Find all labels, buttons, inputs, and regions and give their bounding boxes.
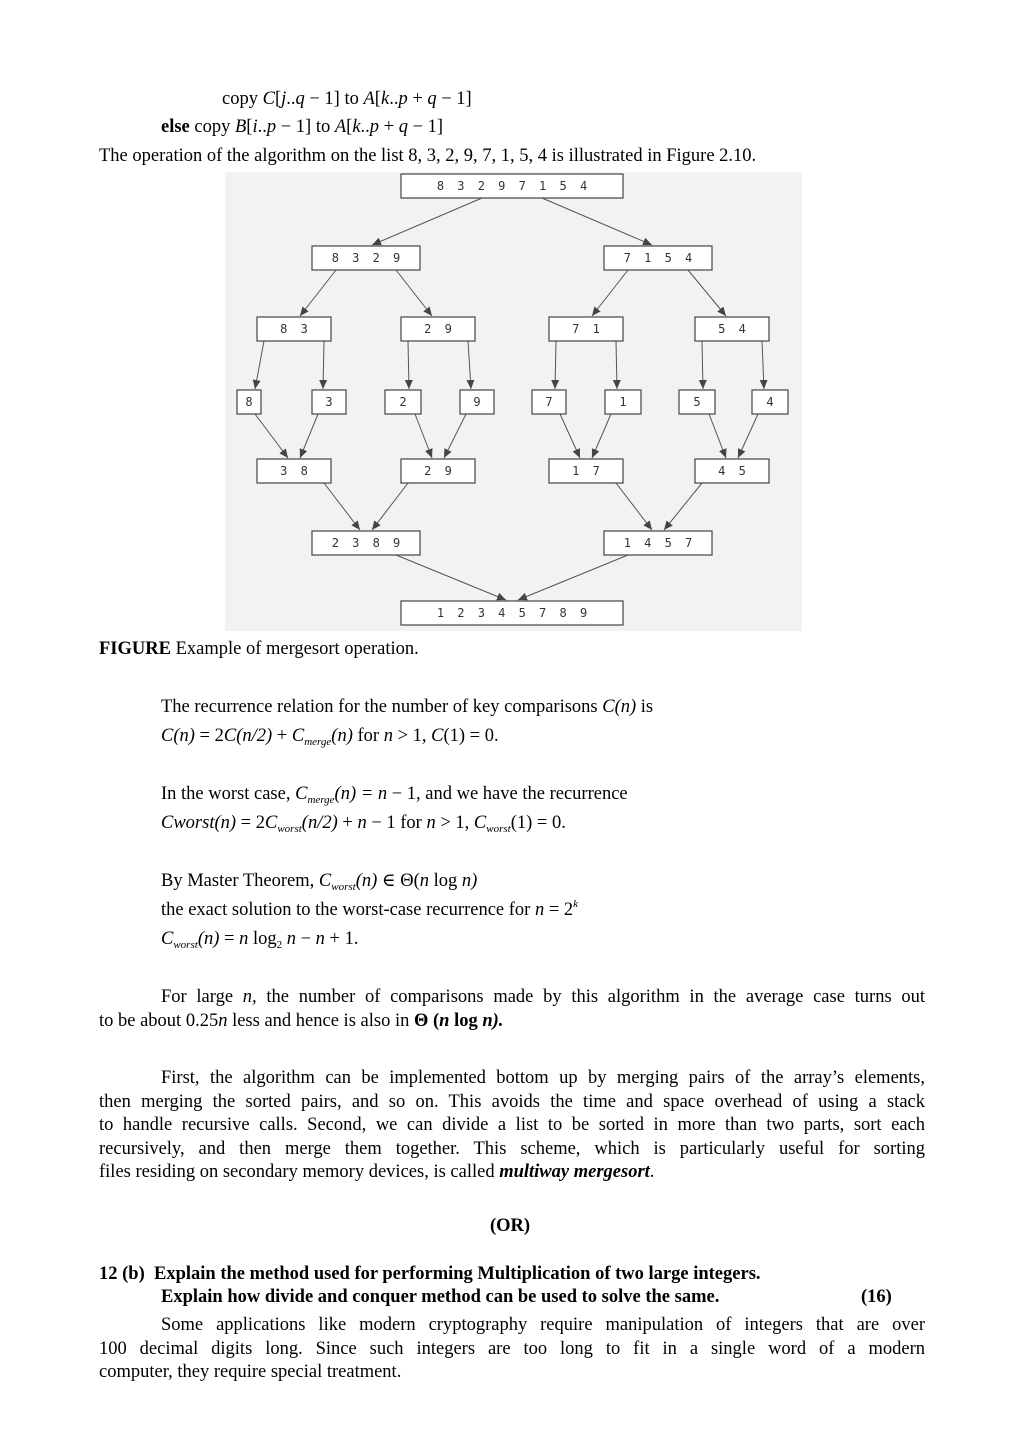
tree-node-box [237,390,261,414]
figure-caption: FIGURE Example of mergesort operation. [99,639,419,659]
tree-node-label: 2 3 8 9 [331,536,404,550]
else-keyword: else [161,117,190,137]
tree-node-label: 8 3 2 9 7 1 5 4 [436,179,591,193]
tree-node-box [401,174,623,198]
tree-arrow [688,270,726,316]
tree-arrow [255,341,264,389]
tree-node-label: 4 5 [718,464,749,478]
average-case-paragraph: For large n, the number of comparisons made by this algorithm in the average case turns out to be about 0.25n less and hence is also in Θ (n log n). [99,987,926,1031]
tree-node-box [401,317,475,341]
tree-arrow [468,341,471,389]
tree-node-label: 4 [766,395,777,409]
tree-node-label: 3 [325,395,336,409]
master-line-1: By Master Theorem, $C_{worst}(n)$ ∈ Θ(n log n) [161,871,478,893]
tree-node-label: 3 8 [280,464,311,478]
tree-node-label: 8 [245,395,256,409]
tree-node-box [752,390,788,414]
tree-arrow [518,555,628,600]
tree-node-box [401,601,623,625]
tree-node-box [549,317,623,341]
tree-node-label: 7 1 5 4 [623,251,696,265]
code-line-1: copy C[j..q − 1] to A[k..p + q − 1] [222,89,472,109]
tree-node-label: 2 9 [424,464,455,478]
question-number: 12 (b) [99,1264,145,1284]
tree-arrow [560,414,580,458]
code-line-2: else copy B[i..p − 1] to A[k..p + q − 1] [161,117,444,137]
multiway-paragraph: First, the algorithm can be implemented bottom up by merging pairs of the array’s elements, then merging the sorted pairs, and so on. This avoids the time and space overhead of using a stack to handle recursive calls. Second, we can divide a list to be sorted in more than two parts, sort each recursively, and then merge them together. This scheme, which is particularly useful for sorting files residing on secondary memory devices, is called multiway mergesort. [99,1068,925,1182]
tree-arrow [415,414,432,458]
tree-node-box [312,531,420,555]
tree-node-label: 5 [693,395,704,409]
tree-node-box [312,246,420,270]
worst-case-line-2: Cworst(n) = $2C_{worst}(n/2) + n - 1$ for n > 1, $C_{worst}(1) = 0$. [161,813,566,835]
tree-arrow [762,341,764,389]
tree-node-box [532,390,566,414]
master-line-2: the exact solution to the worst-case recurrence for $n = 2^k$ [161,898,579,920]
tree-node-box [605,390,641,414]
tree-arrow [372,483,408,530]
master-line-3: $C_{worst}(n) = n$ $\log_2 n - n + 1$. [161,929,359,951]
tree-arrow [396,555,506,600]
tree-node-label: 8 3 [280,322,311,336]
or-separator: (OR) [490,1216,531,1236]
tree-arrow [255,414,288,458]
worst-case-line-1: In the worst case, $C_{merge}(n) = n - 1$, and we have the recurrence [161,784,628,806]
tree-arrow [709,414,726,458]
tree-node-label: 7 1 [572,322,603,336]
tree-node-box [257,459,331,483]
intro-text: The operation of the algorithm on the list 8, 3, 2, 9, 7, 1, 5, 4 is illustrated in Figure 2.10. [99,146,757,166]
tree-node-label: 2 9 [424,322,455,336]
tree-node-box [385,390,421,414]
tree-node-box [549,459,623,483]
tree-arrow [664,483,702,530]
tree-arrow [616,483,652,530]
tree-node-box [257,317,331,341]
recurrence-line-1: The recurrence relation for the number of key comparisons C(n) is [161,697,654,717]
tree-node-label: 1 4 5 7 [623,536,696,550]
tree-node-label: 2 [399,395,410,409]
tree-node-label: 1 [619,395,630,409]
tree-node-label: 5 4 [718,322,749,336]
tree-node-label: 8 3 2 9 [331,251,404,265]
answer-paragraph: Some applications like modern cryptography require manipulation of integers that are over 100 decimal digits long. Since such integers are too long to fit in a single word of a modern computer, they require special treatment. [99,1315,925,1382]
tree-node-label: 1 2 3 4 5 7 8 9 [436,606,591,620]
tree-node-box [695,459,769,483]
tree-node-box [401,459,475,483]
tree-arrow [592,414,611,458]
tree-node-box [460,390,494,414]
tree-arrow [616,341,617,389]
tree-arrow [324,483,360,530]
recurrence-line-2: $C(n) = 2C(n/2) + C_{merge}(n)$ for n > 1, C(1) = 0. [161,726,499,748]
tree-arrow [555,341,556,389]
tree-node-label: 9 [473,395,484,409]
tree-arrow [323,341,324,389]
tree-node-box [679,390,715,414]
tree-arrow [542,198,652,245]
mergesort-figure [225,172,802,631]
question-marks: (16) [861,1287,892,1307]
tree-arrow [702,341,703,389]
tree-node-box [604,246,712,270]
tree-node-box [604,531,712,555]
tree-arrow [444,414,466,458]
question-line-1: 12 (b) Explain the method used for performing Multiplication of two large integers. [99,1264,761,1284]
question-line-2: Explain how divide and conquer method can be used to solve the same. [161,1287,720,1307]
tree-arrow [300,270,336,316]
tree-node-label: 7 [545,395,556,409]
tree-node-box [312,390,346,414]
tree-arrow [300,414,318,458]
tree-node-label: 1 7 [572,464,603,478]
tree-arrow [372,198,482,245]
tree-arrow [408,341,409,389]
tree-arrow [592,270,628,316]
tree-arrow [396,270,432,316]
tree-node-box [695,317,769,341]
tree-arrow [738,414,758,458]
